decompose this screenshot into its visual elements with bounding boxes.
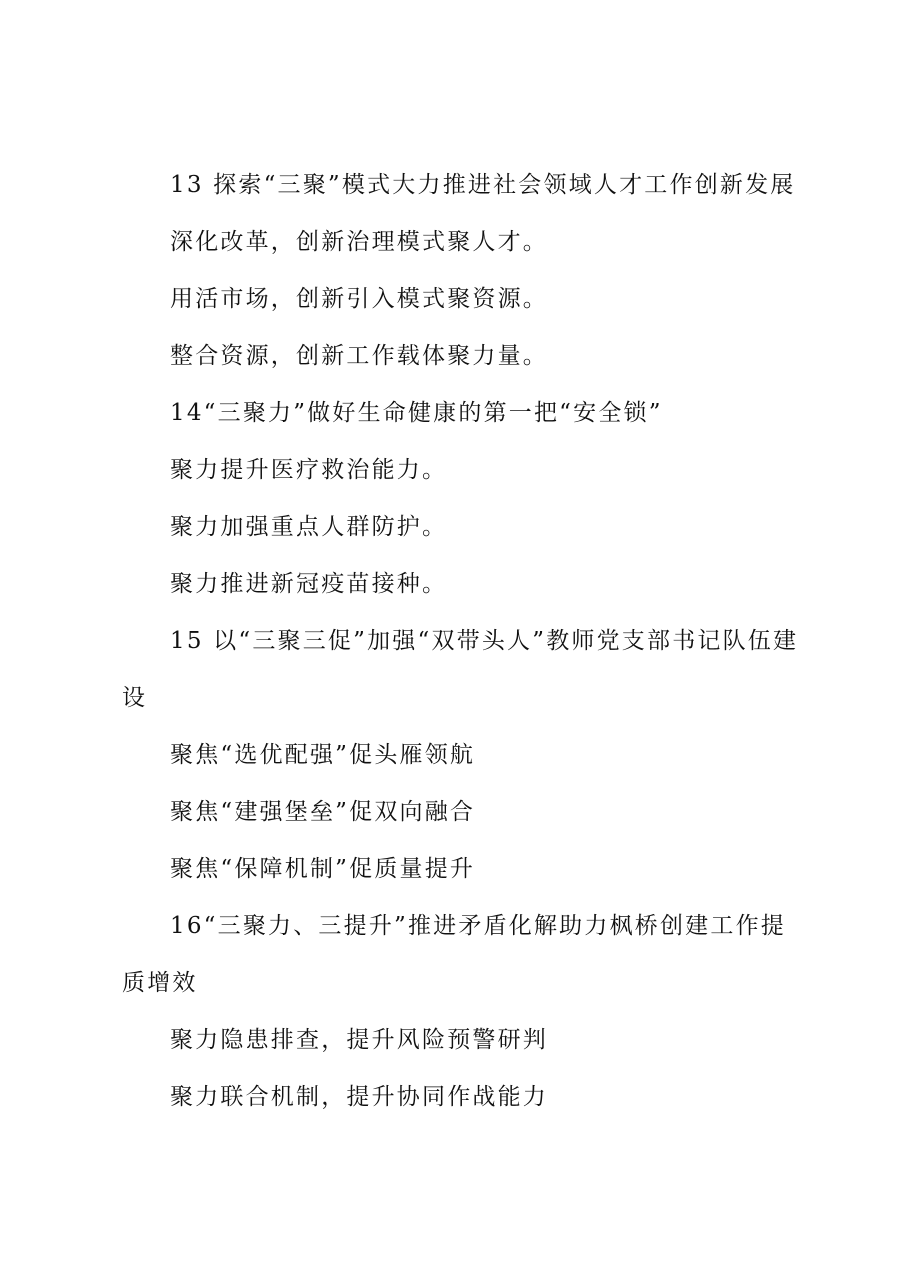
heading-13: 13 探索“三聚”模式大力推进社会领域人才工作创新发展 [170,172,796,198]
document-body [122,157,802,1126]
paragraph: 整合资源，创新工作载体聚力量。 [170,343,548,369]
paragraph: 用活市场，创新引入模式聚资源。 [170,286,548,312]
paragraph: 聚力联合机制，提升协同作战能力 [170,1084,548,1110]
paragraph: 聚焦“选优配强”促头雁领航 [170,742,476,768]
paragraph: 聚焦“建强堡垒”促双向融合 [170,799,476,825]
paragraph: 聚焦“保障机制”促质量提升 [170,856,476,882]
paragraph: 聚力隐患排查，提升风险预警研判 [170,1027,548,1053]
heading-16: 16“三聚力、三提升”推进矛盾化解助力枫桥创建工作提质增效 [122,913,786,996]
paragraph: 聚力提升医疗救治能力。 [170,457,448,483]
heading-15: 15 以“三聚三促”加强“双带头人”教师党支部书记队伍建设 [122,628,799,711]
paragraph: 聚力推进新冠疫苗接种。 [170,571,448,597]
paragraph: 聚力加强重点人群防护。 [170,514,448,540]
heading-14: 14“三聚力”做好生命健康的第一把“安全锁” [170,400,663,426]
paragraph: 深化改革，创新治理模式聚人才。 [170,229,548,255]
